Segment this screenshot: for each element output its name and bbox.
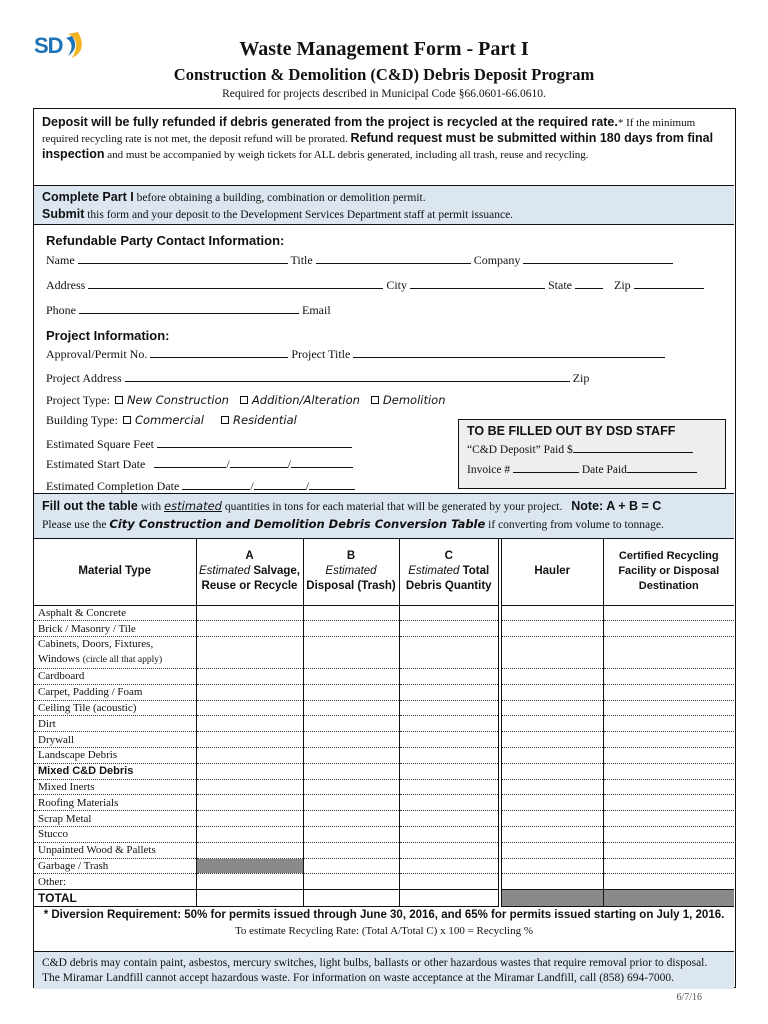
quantity-cell[interactable]: [303, 858, 399, 874]
circle-note: (circle all that apply): [82, 655, 163, 666]
material-name: Dirt: [38, 717, 56, 730]
city-label: City: [386, 278, 407, 292]
material-label: [34, 795, 196, 811]
invoice-field[interactable]: [513, 462, 579, 473]
quantity-cell[interactable]: [603, 716, 734, 732]
table-row: [34, 842, 734, 858]
company-field[interactable]: [523, 253, 673, 264]
contact-address-row: [46, 278, 704, 293]
sqft-row: [46, 437, 352, 452]
table-row: [34, 684, 734, 700]
quantity-cell[interactable]: [603, 637, 734, 669]
company-label: Company: [473, 253, 521, 267]
quantity-cell[interactable]: [196, 874, 303, 890]
total-cell: [500, 890, 603, 907]
quantity-cell[interactable]: [500, 874, 603, 890]
quantity-cell[interactable]: [399, 763, 500, 779]
material-label: [34, 669, 196, 685]
material-name: Cardboard: [38, 670, 85, 683]
material-label: [34, 716, 196, 732]
residential-checkbox[interactable]: [221, 416, 229, 424]
quantity-cell[interactable]: [399, 842, 500, 858]
quantity-cell[interactable]: [399, 621, 500, 637]
material-label: [34, 732, 196, 748]
col-c-total: Total: [462, 565, 490, 578]
invoice-label: Invoice #: [467, 464, 511, 476]
fill-with-text: with: [137, 501, 165, 513]
col-c-estimated: Estimated: [408, 565, 460, 578]
start-date-row: Estimated Start Date / /: [46, 457, 353, 472]
quantity-cell[interactable]: [303, 779, 399, 795]
material-name: Mixed C&D Debris: [38, 765, 134, 778]
quantity-cell[interactable]: [399, 874, 500, 890]
material-table: [34, 539, 734, 907]
project-address-row: [46, 371, 589, 386]
completion-date-label: Estimated Completion Date: [46, 479, 180, 493]
recycling-formula: To estimate Recycling Rate: (Total A/Total C) x 100 = Recycling %: [234, 925, 534, 937]
material-label: [34, 811, 196, 827]
project-heading: Project Information:: [46, 328, 170, 343]
phone-label: Phone: [46, 303, 76, 317]
table-row: [34, 637, 734, 669]
dsd-staff-heading: TO BE FILLED OUT BY DSD STAFF: [467, 424, 676, 438]
material-label: [34, 684, 196, 700]
quantity-cell[interactable]: [500, 637, 603, 669]
asterisk: *: [617, 117, 624, 129]
new-construction-label: New Construction: [126, 393, 229, 407]
zip-label: Zip: [614, 278, 631, 292]
form-subtitle: Construction & Demolition (C&D) Debris Deposit Program: [173, 65, 595, 84]
quantity-cell[interactable]: [196, 669, 303, 685]
contact-phone-row: [46, 303, 331, 318]
name-label: Name: [46, 253, 75, 267]
table-row: [34, 748, 734, 764]
quantity-cell[interactable]: [603, 827, 734, 843]
addition-label: Addition/Alteration: [251, 393, 360, 407]
quantity-cell[interactable]: [500, 748, 603, 764]
city-field[interactable]: [410, 278, 545, 289]
col-a-label: Salvage, Reuse or Recycle: [201, 565, 300, 593]
quantity-cell[interactable]: [603, 795, 734, 811]
material-name: Other:: [38, 875, 67, 888]
quantity-cell[interactable]: [603, 842, 734, 858]
quantity-cell[interactable]: [196, 700, 303, 716]
col-c-letter: C: [444, 550, 453, 563]
deposit-refund-bold: Deposit will be fully refunded if debris generated from the project is recycled at the required rate.: [42, 115, 618, 129]
table-row: [34, 795, 734, 811]
contact-heading: Refundable Party Contact Information:: [46, 233, 285, 248]
quantity-cell[interactable]: [303, 684, 399, 700]
quantity-cell[interactable]: [399, 700, 500, 716]
quantity-cell[interactable]: [603, 763, 734, 779]
quantity-cell[interactable]: [303, 874, 399, 890]
quantity-cell[interactable]: [303, 716, 399, 732]
col-b-letter: B: [346, 550, 356, 563]
commercial-label: Commercial: [134, 413, 204, 427]
completion-date-row: Estimated Completion Date / /: [46, 479, 355, 494]
table-row: [34, 874, 734, 890]
col-a-estimated: Estimated: [198, 565, 251, 578]
quantity-cell[interactable]: [303, 795, 399, 811]
table-row: [34, 858, 734, 874]
quantity-cell[interactable]: [500, 669, 603, 685]
table-row: [34, 811, 734, 827]
material-name: Carpet, Padding / Foam: [38, 686, 143, 699]
col-a-letter: A: [245, 550, 254, 563]
col-b-label: Disposal (Trash): [306, 580, 396, 593]
submit-text: this form and your deposit to the Development Services Department staff at permit issuance.: [84, 209, 514, 221]
municipal-code-note: Required for projects described in Municipal Code §66.0601-66.0610.: [222, 88, 546, 100]
quantity-cell[interactable]: [196, 621, 303, 637]
quantity-cell[interactable]: [500, 732, 603, 748]
project-title-label: Project Title: [291, 347, 351, 361]
quantity-cell[interactable]: [603, 684, 734, 700]
start-date-label: Estimated Start Date: [46, 457, 146, 471]
start-day-field[interactable]: [230, 457, 288, 468]
material-name: Roofing Materials: [38, 796, 119, 809]
material-name: Landscape Debris: [38, 749, 118, 762]
address-label: Address: [46, 278, 86, 292]
state-label: State: [548, 278, 572, 292]
fill-quantities-text: quantities in tons for each material that will be generated by your project.: [221, 501, 563, 513]
table-row: [34, 716, 734, 732]
deposit-paid-label: “C&D Deposit” Paid $: [467, 444, 573, 456]
quantity-cell[interactable]: [303, 700, 399, 716]
quantity-cell[interactable]: [399, 779, 500, 795]
hazard-notice: C&D debris may contain paint, asbestos, mercury switches, light bulbs, ballasts or other hazardous wastes that require removal prior to disposal. The Miramar Landfill cannot accept hazardous waste. For information on waste acceptance at the Miramar Landfill, call (858) 694-7000.: [34, 951, 734, 989]
quantity-cell[interactable]: [196, 763, 303, 779]
quantity-cell[interactable]: [603, 621, 734, 637]
revision-date: 6/7/16: [676, 992, 702, 1003]
submit-bold: Submit: [42, 207, 85, 221]
quantity-cell[interactable]: [303, 637, 399, 669]
quantity-cell[interactable]: [500, 716, 603, 732]
diversion-requirement: * Diversion Requirement: 50% for permits issued through June 30, 2016, and 65% for permits issued starting on July 1, 2016.: [43, 909, 725, 921]
header-col-b: [303, 539, 399, 605]
material-name: Scrap Metal: [38, 812, 92, 825]
header-col-a: [196, 539, 303, 605]
material-label: [34, 621, 196, 637]
commercial-checkbox[interactable]: [123, 416, 131, 424]
refund-deadline-bold: Refund request must be submitted within 180 days from final inspection: [42, 131, 714, 161]
header-facility: Certified Recycling Facility or Disposal Destination: [603, 539, 734, 605]
quantity-cell[interactable]: [196, 827, 303, 843]
col-c-label: Debris Quantity: [405, 580, 492, 593]
state-field[interactable]: [575, 278, 603, 289]
completion-month-field[interactable]: [182, 479, 250, 490]
table-row: [34, 700, 734, 716]
date-paid-field[interactable]: [627, 462, 697, 473]
conversion-text-1: Please use the: [42, 519, 110, 531]
quantity-cell[interactable]: [603, 874, 734, 890]
address-field[interactable]: [88, 278, 383, 289]
zip-field[interactable]: [634, 278, 704, 289]
quantity-cell[interactable]: [303, 732, 399, 748]
quantity-cell[interactable]: [399, 858, 500, 874]
table-row: [34, 669, 734, 685]
building-type-row: [46, 413, 297, 428]
quantity-cell[interactable]: [603, 605, 734, 621]
header-hauler: Hauler: [500, 539, 603, 605]
material-name-line2: Windows: [38, 653, 80, 666]
deposit-prorate-text: If the minimum required recycling rate is not met, the deposit refund will be prorated.: [42, 117, 696, 145]
quantity-cell[interactable]: [196, 795, 303, 811]
fill-table-band: [34, 493, 734, 539]
material-label: [34, 827, 196, 843]
quantity-cell[interactable]: [399, 684, 500, 700]
table-row: [34, 732, 734, 748]
completion-day-field[interactable]: [254, 479, 306, 490]
form-title: Waste Management Form - Part I: [239, 38, 529, 60]
form-frame: [33, 108, 736, 988]
fill-table-bold: Fill out the table: [42, 499, 138, 513]
email-label: Email: [302, 303, 331, 317]
sqft-field[interactable]: [157, 437, 352, 448]
material-name: Garbage / Trash: [38, 860, 109, 873]
material-label: [34, 763, 196, 779]
complete-part-text: before obtaining a building, combination or demolition permit.: [133, 192, 426, 204]
table-row: [34, 621, 734, 637]
approval-field[interactable]: [150, 347, 288, 358]
project-type-row: [46, 393, 446, 408]
quantity-cell[interactable]: [303, 605, 399, 621]
deposit-section: [34, 115, 734, 163]
material-label: [34, 842, 196, 858]
quantity-cell[interactable]: [500, 795, 603, 811]
material-name: Drywall: [38, 733, 75, 746]
quantity-cell[interactable]: [603, 858, 734, 874]
quantity-cell[interactable]: [603, 669, 734, 685]
name-field[interactable]: [78, 253, 288, 264]
estimated-underlined: estimated: [164, 499, 222, 513]
quantity-cell[interactable]: [399, 637, 500, 669]
quantity-cell[interactable]: [500, 779, 603, 795]
conversion-text-2: if converting from volume to tonnage.: [485, 519, 664, 531]
table-row: [34, 779, 734, 795]
header-material-type: Material Type: [34, 539, 196, 605]
deposit-weigh-text: and must be accompanied by weigh tickets for ALL debris generated, including all trash, reuse and recycling.: [104, 149, 589, 161]
quantity-cell[interactable]: [603, 732, 734, 748]
material-label: [34, 748, 196, 764]
building-type-label: Building Type:: [46, 413, 118, 427]
material-name: Asphalt & Concrete: [38, 606, 126, 619]
diversion-section: [34, 909, 734, 937]
quantity-cell[interactable]: [196, 605, 303, 621]
material-label: [34, 637, 196, 669]
quantity-cell[interactable]: [303, 763, 399, 779]
completion-year-field[interactable]: [309, 479, 355, 490]
quantity-cell[interactable]: [303, 669, 399, 685]
quantity-cell[interactable]: [399, 669, 500, 685]
material-label: [34, 700, 196, 716]
quantity-cell[interactable]: [196, 684, 303, 700]
material-name: Ceiling Tile (acoustic): [38, 702, 137, 715]
quantity-cell[interactable]: [399, 716, 500, 732]
conversion-table-name: City Construction and Demolition Debris Conversion Table: [109, 517, 486, 531]
total-label: TOTAL: [34, 890, 196, 907]
start-year-field[interactable]: [291, 457, 353, 468]
quantity-cell[interactable]: [603, 811, 734, 827]
quantity-cell[interactable]: [399, 827, 500, 843]
quantity-cell[interactable]: [399, 605, 500, 621]
addition-checkbox[interactable]: [240, 396, 248, 404]
project-approval-row: [46, 347, 665, 362]
complete-part-bold: Complete Part I: [42, 190, 134, 204]
dsd-staff-box: [458, 419, 726, 489]
material-label: [34, 605, 196, 621]
residential-label: Residential: [233, 413, 297, 427]
material-name: Mixed Inerts: [38, 781, 95, 794]
project-title-field[interactable]: [353, 347, 665, 358]
material-name: Stucco: [38, 828, 68, 841]
material-name: Cabinets, Doors, Fixtures,: [38, 638, 154, 651]
quantity-cell[interactable]: [196, 732, 303, 748]
start-month-field[interactable]: [154, 457, 226, 468]
demolition-label: Demolition: [382, 393, 446, 407]
material-name: Brick / Masonry / Tile: [38, 622, 136, 635]
sqft-label: Estimated Square Feet: [46, 437, 154, 451]
col-b-estimated: Estimated: [325, 565, 377, 578]
phone-field[interactable]: [79, 303, 299, 314]
new-construction-checkbox[interactable]: [115, 396, 123, 404]
quantity-cell[interactable]: [603, 748, 734, 764]
material-name: Unpainted Wood & Pallets: [38, 844, 156, 857]
project-address-label: Project Address: [46, 371, 122, 385]
date-paid-label: Date Paid: [581, 464, 627, 476]
quantity-cell[interactable]: [196, 637, 303, 669]
project-type-label: Project Type:: [46, 393, 110, 407]
quantity-cell: [196, 858, 303, 874]
table-row: [34, 605, 734, 621]
total-cell[interactable]: [196, 890, 303, 907]
quantity-cell[interactable]: [303, 842, 399, 858]
total-row: [34, 890, 734, 907]
project-zip-label: Zip: [572, 371, 590, 385]
total-cell[interactable]: [399, 890, 500, 907]
quantity-cell[interactable]: [303, 748, 399, 764]
material-label: [34, 874, 196, 890]
header-col-c: [399, 539, 500, 605]
quantity-cell[interactable]: [500, 621, 603, 637]
abc-note: Note: A + B = C: [571, 499, 662, 513]
quantity-cell[interactable]: [500, 763, 603, 779]
quantity-cell[interactable]: [399, 811, 500, 827]
quantity-cell[interactable]: [196, 779, 303, 795]
quantity-cell[interactable]: [196, 811, 303, 827]
project-address-field[interactable]: [125, 371, 570, 382]
quantity-cell[interactable]: [603, 700, 734, 716]
title-field[interactable]: [316, 253, 471, 264]
logo-text: SD: [34, 33, 63, 58]
quantity-cell[interactable]: [196, 842, 303, 858]
quantity-cell[interactable]: [196, 748, 303, 764]
approval-label: Approval/Permit No.: [46, 347, 148, 361]
quantity-cell[interactable]: [196, 716, 303, 732]
quantity-cell[interactable]: [303, 827, 399, 843]
material-label: [34, 858, 196, 874]
quantity-cell[interactable]: [500, 827, 603, 843]
quantity-cell[interactable]: [399, 732, 500, 748]
deposit-paid-field[interactable]: [573, 442, 693, 453]
table-row: [34, 827, 734, 843]
quantity-cell[interactable]: [500, 700, 603, 716]
quantity-cell[interactable]: [500, 684, 603, 700]
quantity-cell[interactable]: [603, 779, 734, 795]
quantity-cell[interactable]: [399, 748, 500, 764]
total-cell[interactable]: [303, 890, 399, 907]
table-row: [34, 763, 734, 779]
quantity-cell[interactable]: [303, 621, 399, 637]
quantity-cell[interactable]: [500, 858, 603, 874]
quantity-cell[interactable]: [500, 605, 603, 621]
title-label: Title: [290, 253, 313, 267]
contact-name-row: [46, 253, 673, 268]
quantity-cell[interactable]: [500, 811, 603, 827]
material-label: [34, 779, 196, 795]
demolition-checkbox[interactable]: [371, 396, 379, 404]
complete-part-band: [34, 185, 734, 225]
quantity-cell[interactable]: [399, 795, 500, 811]
quantity-cell[interactable]: [303, 811, 399, 827]
total-cell: [603, 890, 734, 907]
quantity-cell[interactable]: [500, 842, 603, 858]
